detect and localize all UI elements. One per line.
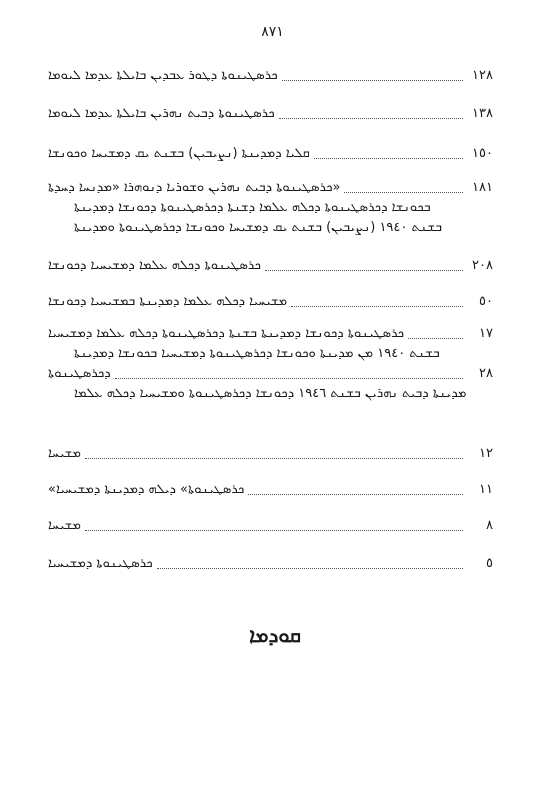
toc-entry [48, 144, 493, 164]
page-ref: ٥ [486, 556, 493, 571]
entry-title-continuation: ܡܕܝܢܬܐ ܕܒܝܬ ܢܗܪܝܢ ܒܫܢܬ ١٩٤٦ ܕܟܘܢܫܐ ܕܟܪܣܛܝܢܘܬܐ ܘܡܫܝܚܝܐ ܕܟܠܗ ܥܠܡܐ [74, 386, 467, 401]
entry-title: ܕܟܪܣܛܝܢܘܬܐ [48, 366, 111, 381]
page-ref: ٥٠ [479, 294, 493, 309]
page-ref: ١٥٠ [472, 146, 493, 161]
entry-title: ܟܪܣܛܝܢܘܬܐ ܕܟܘܢܫܐ ܕܡܕܝܢܬܐ ܒܫܢܬܐ ܕܟܪܣܛܝܢܘܬܐ ܕܟܠܗ ܥܠܡܐ ܕܡܫܝܚܝܐ [48, 326, 405, 341]
toc-line-continuation [48, 218, 493, 238]
toc-line [48, 364, 493, 384]
toc-entry [48, 516, 493, 536]
toc-entry [48, 444, 493, 464]
page-ref: ١٧ [479, 326, 493, 341]
entry-title: «ܟܪܣܛܝܢܘܬܐ» ܕܝܠܗ ܕܡܕܝܢܬܐ ܕܡܫܝܚܝܐ [48, 482, 245, 497]
toc-entry [48, 292, 493, 312]
entry-title: ܡܫܝܚܐ [48, 446, 81, 461]
dot-leader [157, 568, 463, 569]
dot-leader [408, 338, 463, 339]
entry-title-continuation: ܒܟܘܢܫܐ ܕܟܪܣܛܝܢܘܬܐ ܕܟܠܗ ܥܠܡܐ ܕܫܢܬܐ ܕܟܪܣܛܝܢܘܬܐ ܕܟܘܢܫܐ ܕܡܕܝܢܬܐ [74, 200, 431, 215]
toc-line-continuation [48, 344, 493, 364]
page-ref: ١٣٨ [472, 106, 493, 121]
entry-title: ܡܫܝܚܐ [48, 518, 81, 533]
toc-line [48, 178, 493, 198]
entry-title: ܩܠܝܐ ܕܡܕܝܢܬܐ (ܢܨܝܒܝܢ) ܒܫܢܬ ܝܩ ܕܡܫܝܚܐ ܘܟܘܢܫܐ [48, 146, 310, 161]
dot-leader [265, 270, 463, 271]
dot-leader [248, 494, 463, 495]
page-number: ٨٧١ [261, 24, 284, 40]
dot-leader [282, 80, 463, 81]
toc-line [48, 554, 493, 574]
dot-leader [85, 458, 463, 459]
dot-leader [344, 192, 463, 193]
toc-entry [48, 554, 493, 574]
dot-leader [115, 378, 463, 379]
toc-entry [48, 178, 493, 238]
toc-line [48, 104, 493, 124]
entry-title: ܟܪܣܛܝܢܘܬܐ ܕܒܝܬ ܢܗܪܝܢ ܘܫܘܪܝܐ ܕܢܘܗܪܐ «ܡܕܢܚܐ ܕܚܕܬܐ» [48, 180, 341, 195]
section-heading: ܩܘܕܡܐ [249, 623, 301, 647]
toc-line [48, 516, 493, 536]
entry-title-continuation: ܒܫܢܬ ١٩٤٠ ܡܢ ܡܕܝܢܬܐ ܘܟܘܢܫܐ ܕܟܪܣܛܝܢܘܬܐ ܕܡܫܝܚܝܐ ܒܟܘܢܫܐ ܕܡܕܝܢܬܐ [74, 346, 440, 361]
toc-line [48, 66, 493, 86]
entry-title: ܟܪܣܛܝܢܘܬܐ ܕܛܘܪ ܥܒܕܝܢ ܒܐܝܠܬܐ ܥܕܡܐ ܠܝܘܡܐ [48, 68, 278, 83]
page-ref: ٢٠٨ [472, 258, 493, 273]
page-ref: ٨ [486, 518, 493, 533]
toc-line [48, 444, 493, 464]
page-ref: ١٢٨ [472, 68, 493, 83]
entry-title: ܡܫܝܚܝܐ ܕܟܠܗ ܥܠܡܐ ܕܡܕܝܢܬܐ ܒܡܫܝܚܝܐ ܕܟܘܢܫܐ [48, 294, 288, 309]
toc-entry [48, 324, 493, 404]
dot-leader [279, 118, 463, 119]
toc-entry [48, 104, 493, 124]
toc-line-continuation [48, 198, 493, 218]
toc-entry [48, 256, 493, 276]
page-ref: ١٨١ [472, 180, 493, 195]
toc-line-continuation [48, 384, 493, 404]
entry-title: ܟܪܣܛܝܢܘܬܐ ܕܟܠܗ ܥܠܡܐ ܕܡܫܝܚܝܐ ܕܟܘܢܫܐ [48, 258, 261, 273]
dot-leader [85, 530, 463, 531]
entry-title: ܟܪܣܛܝܢܘܬܐ ܕܒܝܬ ܢܗܪܝܢ ܒܐܝܠܬܐ ܥܕܡܐ ܠܝܘܡܐ [48, 106, 275, 121]
toc-entry [48, 66, 493, 86]
toc-entry [48, 480, 493, 500]
toc-line [48, 324, 493, 344]
page-ref: ١١ [479, 482, 493, 497]
toc-line [48, 144, 493, 164]
page-ref: ٢٨ [479, 366, 493, 381]
dot-leader [291, 306, 463, 307]
entry-title-continuation: ܒܫܢܬ ١٩٤٠ (ܢܨܝܒܝܢ) ܒܫܢܬ ܝܩ ܕܡܫܝܚܐ ܘܟܘܢܫܐ ܕܟܪܣܛܝܢܘܬܐ ܘܡܕܝܢܬܐ [74, 220, 442, 235]
page-ref: ١٢ [479, 446, 493, 461]
entry-title: ܟܪܣܛܝܢܘܬܐ ܕܡܫܝܚܝܐ [48, 556, 153, 571]
dot-leader [314, 158, 463, 159]
toc-line [48, 256, 493, 276]
toc-line [48, 292, 493, 312]
toc-line [48, 480, 493, 500]
